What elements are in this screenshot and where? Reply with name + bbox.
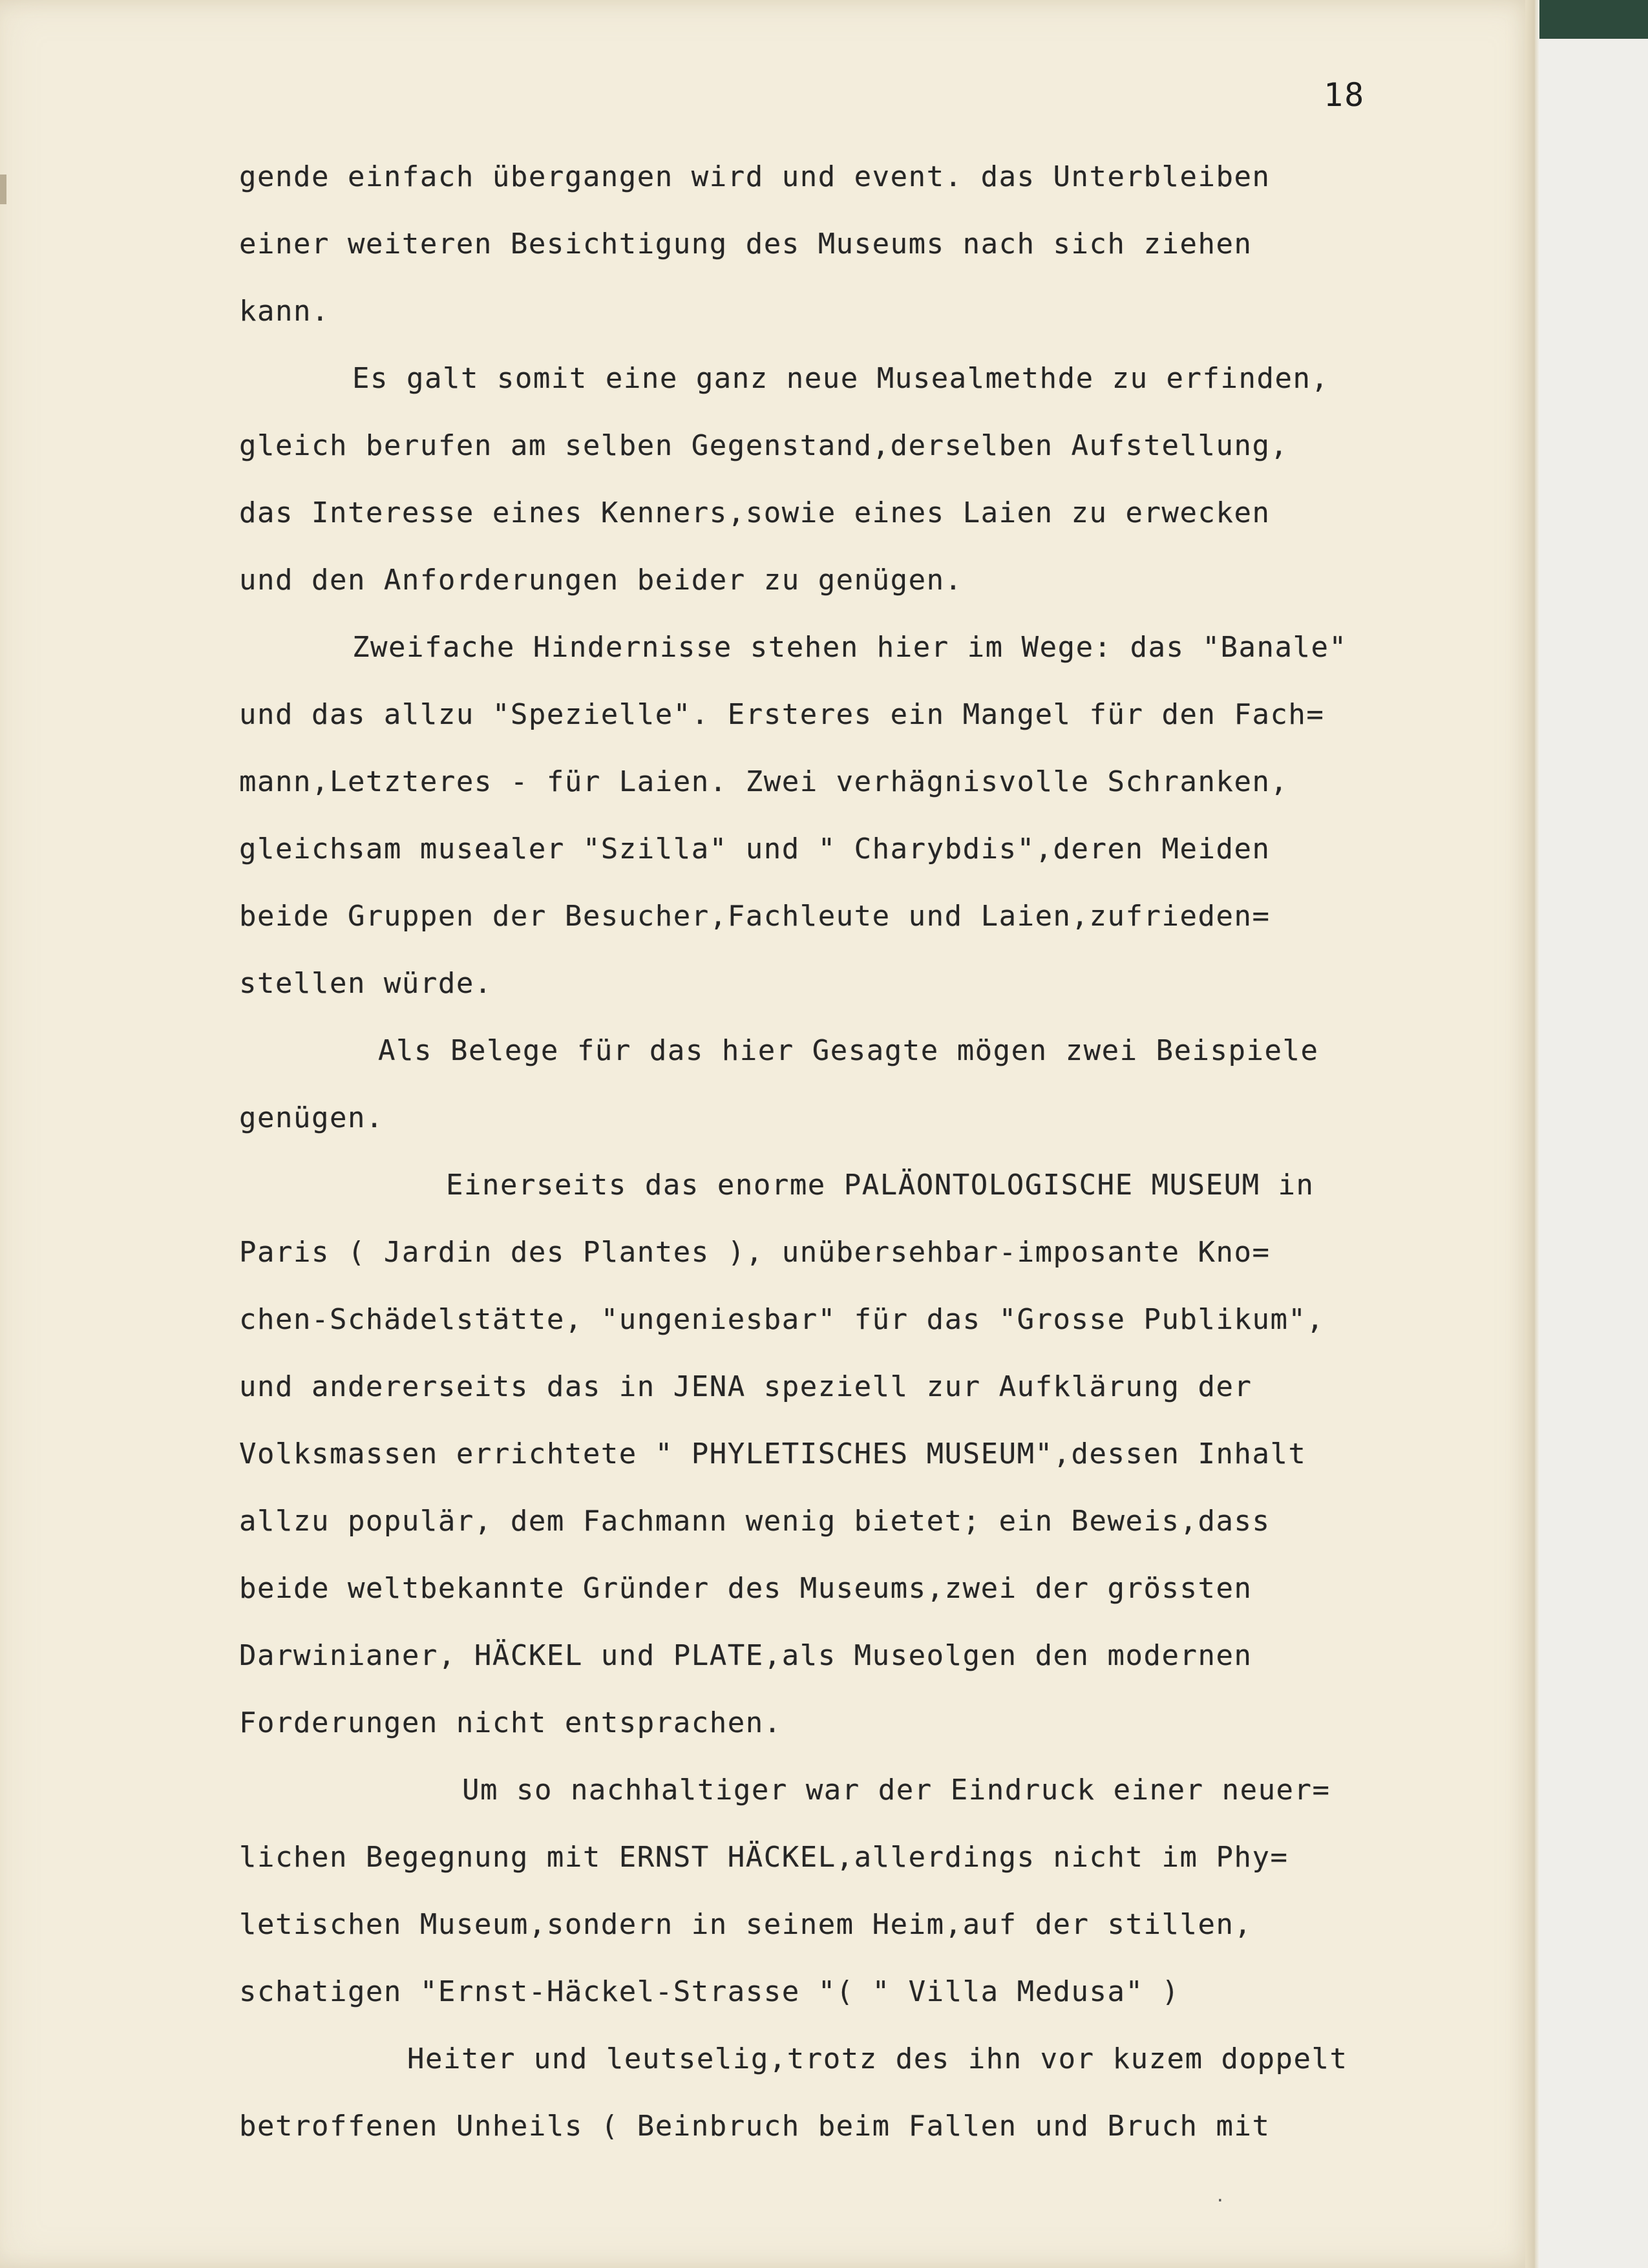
text-line-1: gende einfach übergangen wird und event. das Unterbleiben <box>239 160 1271 193</box>
text-line-17: Paris ( Jardin des Plantes ), unübersehbar-imposante Kno= <box>239 1236 1271 1269</box>
text-line-26: lichen Begegnung mit ERNST HÄCKEL,allerdings nicht im Phy= <box>239 1841 1289 1874</box>
page-number: 18 <box>1324 76 1366 114</box>
text-line-16: Einerseits das enorme PALÄONTOLOGISCHE MUSEUM in <box>446 1169 1315 1202</box>
text-line-14: Als Belege für das hier Gesagte mögen zwei Beispiele <box>378 1034 1319 1067</box>
text-line-7: und den Anforderungen beider zu genügen. <box>239 564 963 597</box>
text-line-13: stellen würde. <box>239 967 492 1000</box>
text-line-20: Volksmassen errichtete " PHYLETISCHES MUSEUM",dessen Inhalt <box>239 1437 1307 1470</box>
text-line-5: gleich berufen am selben Gegenstand,derselben Aufstellung, <box>239 429 1289 462</box>
text-line-18: chen-Schädelstätte, "ungeniesbar" für das "Grosse Publikum", <box>239 1303 1325 1336</box>
text-line-8: Zweifache Hindernisse stehen hier im Wege: das "Banale" <box>352 631 1347 664</box>
text-line-22: beide weltbekannte Gründer des Museums,zwei der grössten <box>239 1572 1252 1605</box>
text-line-12: beide Gruppen der Besucher,Fachleute und Laien,zufrieden= <box>239 900 1271 933</box>
text-line-11: gleichsam musealer "Szilla" und " Charybdis",deren Meiden <box>239 832 1271 865</box>
text-line-15: genügen. <box>239 1101 384 1134</box>
text-line-2: einer weiteren Besichtigung des Museums nach sich ziehen <box>239 228 1252 260</box>
text-line-28: schatigen "Ernst-Häckel-Strasse "( " Villa Medusa" ) <box>239 1975 1180 2008</box>
text-line-21: allzu populär, dem Fachmann wenig bietet; ein Beweis,dass <box>239 1505 1271 1538</box>
text-line-25: Um so nachhaltiger war der Eindruck einer neuer= <box>462 1774 1331 1807</box>
text-line-24: Forderungen nicht entsprachen. <box>239 1706 782 1739</box>
text-line-4: Es galt somit eine ganz neue Musealmethde zu erfinden, <box>352 362 1329 395</box>
scan-backing <box>1539 0 1648 2268</box>
binding-mark <box>0 175 6 204</box>
text-line-27: letischen Museum,sondern in seinem Heim,auf der stillen, <box>239 1908 1252 1941</box>
text-line-9: und das allzu "Spezielle". Ersteres ein Mangel für den Fach= <box>239 698 1325 731</box>
scan-backing-corner <box>1539 0 1648 39</box>
stray-ink-mark: · <box>1215 2191 1225 2210</box>
text-line-3: kann. <box>239 295 330 328</box>
text-line-19: und andererseits das in JENA speziell zur Aufklärung der <box>239 1370 1252 1403</box>
text-line-10: mann,Letzteres - für Laien. Zwei verhägnisvolle Schranken, <box>239 765 1289 798</box>
text-line-30: betroffenen Unheils ( Beinbruch beim Fallen und Bruch mit <box>239 2110 1271 2143</box>
text-line-29: Heiter und leutselig,trotz des ihn vor kuzem doppelt <box>407 2042 1348 2075</box>
typed-body <box>239 143 1532 2160</box>
text-line-23: Darwinianer, HÄCKEL und PLATE,als Museolgen den modernen <box>239 1639 1252 1672</box>
text-line-6: das Interesse eines Kenners,sowie eines Laien zu erwecken <box>239 496 1271 529</box>
